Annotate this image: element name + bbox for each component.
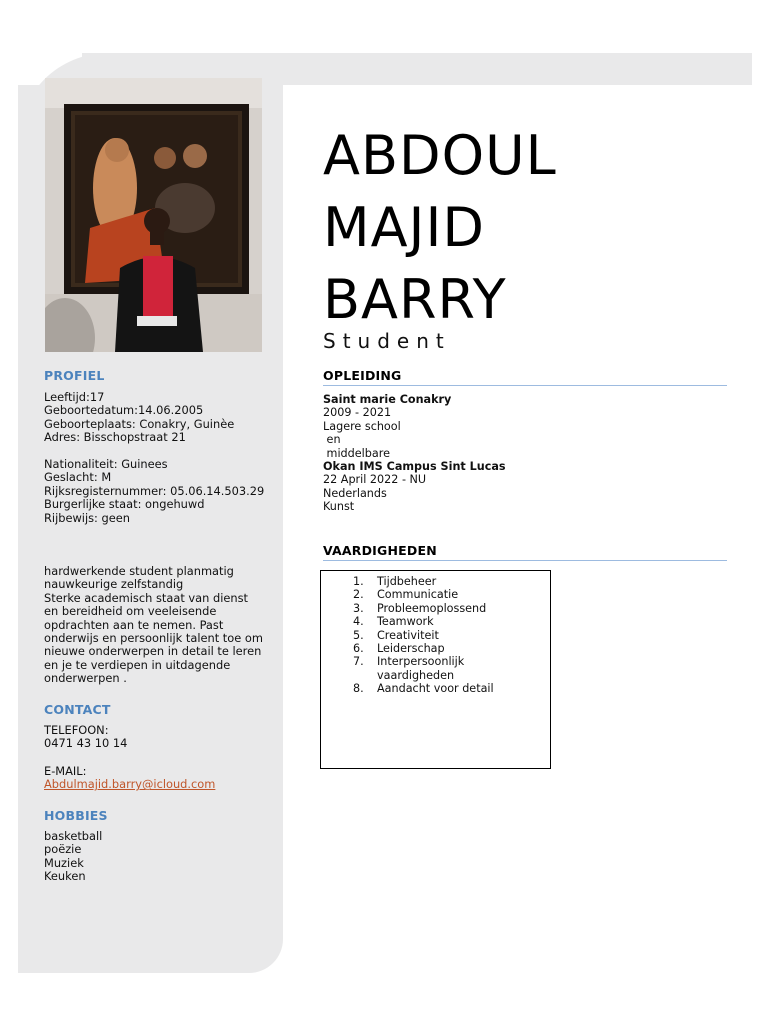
skill-item — [321, 642, 550, 655]
skill-item — [321, 588, 550, 601]
detail-drivers-license: Rijbewijs: geen — [44, 510, 130, 525]
profile-heading: PROFIEL — [44, 368, 105, 383]
detail-birthdate: Geboortedatum:14.06.2005 — [44, 403, 204, 418]
school-name: Saint marie Conakry — [323, 393, 452, 406]
skill-number: 2. — [353, 588, 364, 602]
skill-label: Teamwork — [377, 615, 434, 629]
contact-email — [44, 765, 269, 792]
skill-number: 7. — [353, 655, 364, 669]
education-line: Lagere school — [323, 419, 401, 433]
education-line: middelbare — [323, 446, 390, 460]
education-heading: OPLEIDING — [323, 368, 402, 383]
skill-label: Leiderschap — [377, 642, 445, 656]
summary-line: en bereidheid om veeleisende — [44, 604, 217, 619]
summary-line: nieuwe onderwerpen in detail te leren — [44, 644, 262, 659]
skill-item — [321, 615, 550, 628]
hobby-item: Keuken — [44, 869, 86, 884]
school-name: Okan IMS Campus Sint Lucas — [323, 460, 506, 474]
skills-divider — [323, 560, 727, 561]
summary-line: en je te verdiepen in uitdagende — [44, 657, 231, 672]
skills-heading: VAARDIGHEDEN — [323, 543, 437, 558]
summary-line: nauwkeurige zelfstandig — [44, 577, 184, 592]
skill-label: Aandacht voor detail — [377, 682, 494, 696]
hobby-item: poëzie — [44, 842, 82, 857]
detail-gender: Geslacht: M — [44, 470, 112, 485]
hobby-item: basketball — [44, 829, 103, 843]
skill-number: 4. — [353, 615, 364, 629]
skill-item — [321, 655, 550, 682]
profile-photo — [45, 78, 262, 352]
education-line: 22 April 2022 - NU — [323, 473, 427, 487]
hobbies-heading: HOBBIES — [44, 808, 108, 823]
skill-item — [321, 575, 550, 588]
hobbies-list — [44, 830, 269, 884]
profile-details-1 — [44, 391, 269, 445]
education-line: Kunst — [323, 500, 355, 514]
skills-list — [321, 575, 550, 696]
skill-item — [321, 629, 550, 642]
skill-number: 1. — [353, 575, 364, 588]
summary-line: hardwerkende student planmatig — [44, 564, 234, 578]
hobby-item: Muziek — [44, 855, 84, 870]
job-title: Student — [323, 329, 451, 353]
detail-birthplace: Geboorteplaats: Conakry, Guinèe — [44, 416, 235, 431]
detail-national-id: Rijksregisternummer: 05.06.14.503.29 — [44, 483, 265, 498]
summary-line: Sterke academisch staat van dienst — [44, 590, 248, 605]
skill-label: Probleemoplossend — [377, 601, 487, 615]
summary-line: onderwijs en persoonlijk talent toe om — [44, 631, 263, 646]
summary-line: onderwerpen . — [44, 671, 127, 686]
detail-marital-status: Burgerlijke staat: ongehuwd — [44, 497, 205, 512]
name-line: ABDOUL — [323, 124, 557, 187]
full-name — [323, 120, 557, 336]
skill-number: 6. — [353, 642, 364, 656]
name-line: BARRY — [323, 268, 507, 331]
phone-label: TELEFOON: — [44, 723, 109, 737]
email-label: E-MAIL: — [44, 764, 87, 778]
education-line: Nederlands — [323, 486, 387, 500]
skill-number: 3. — [353, 601, 364, 615]
skill-item — [321, 602, 550, 615]
education-line: en — [323, 433, 341, 447]
summary-line: opdrachten aan te nemen. Past — [44, 617, 224, 632]
education-line: 2009 - 2021 — [323, 406, 392, 420]
detail-nationality: Nationaliteit: Guinees — [44, 457, 168, 471]
skill-item — [321, 682, 550, 695]
skill-number: 8. — [353, 682, 364, 696]
skill-label: Creativiteit — [377, 628, 439, 642]
detail-address: Adres: Bisschopstraat 21 — [44, 430, 186, 445]
education-divider — [323, 385, 727, 386]
skill-label: Tijdbeheer — [377, 575, 437, 588]
skill-number: 5. — [353, 628, 364, 642]
education-list — [323, 393, 623, 514]
skills-box — [320, 570, 551, 769]
name-line: MAJID — [323, 196, 485, 259]
phone-number: 0471 43 10 14 — [44, 736, 128, 751]
skill-label: Interpersoonlijk vaardigheden — [377, 655, 465, 682]
email-link[interactable]: Abdulmajid.barry@icloud.com — [44, 777, 216, 792]
skill-label: Communicatie — [377, 588, 459, 602]
profile-summary — [44, 565, 269, 686]
detail-age: Leeftijd:17 — [44, 390, 105, 404]
profile-details-2 — [44, 458, 269, 525]
contact-phone — [44, 724, 269, 751]
contact-heading: CONTACT — [44, 702, 111, 717]
